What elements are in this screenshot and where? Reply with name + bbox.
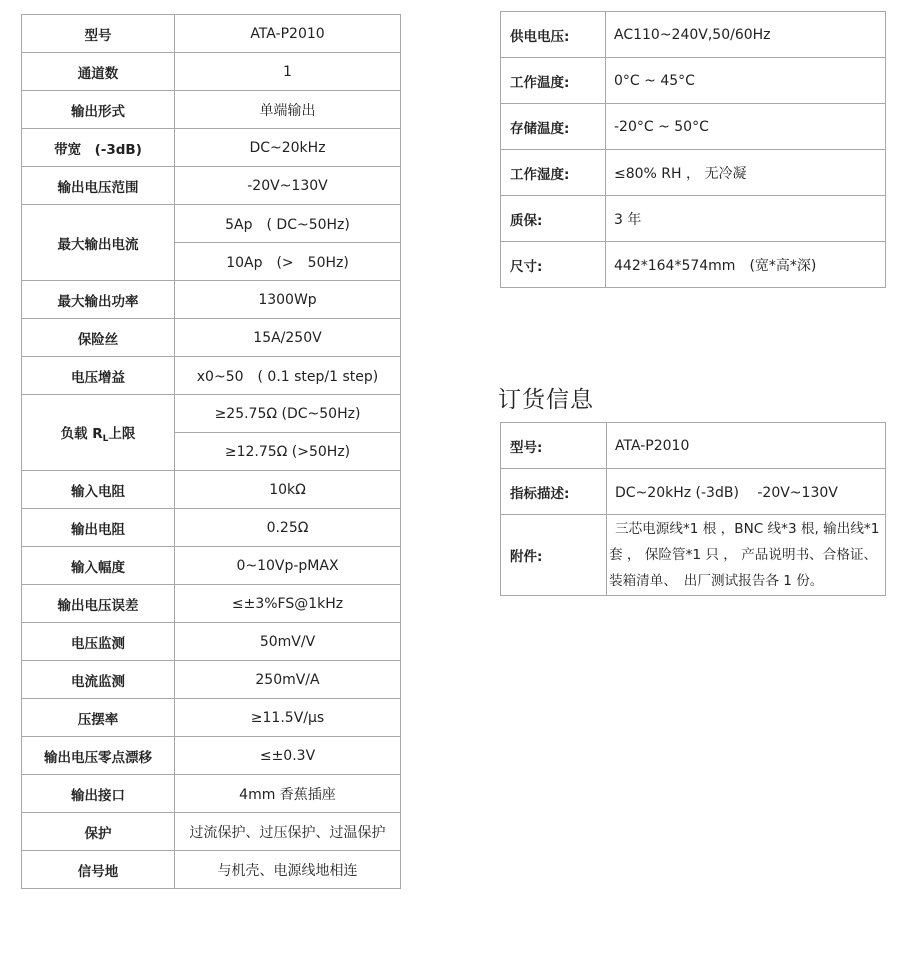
spec-value: 4mm 香蕉插座 — [175, 775, 401, 813]
env-value: 442*164*574mm (宽*高*深) — [606, 242, 886, 288]
spec-value: 0~10Vp-pMAX — [175, 547, 401, 585]
spec-label: 通道数 — [22, 53, 175, 91]
spec-value: 15A/250V — [175, 319, 401, 357]
env-row-humidity — [501, 150, 886, 196]
spec-row-output-form — [22, 91, 401, 129]
env-row-warranty — [501, 196, 886, 242]
spec-row-bandwidth — [22, 129, 401, 167]
env-value: 3 年 — [606, 196, 886, 242]
spec-value: -20V~130V — [175, 167, 401, 205]
spec-label: 输出形式 — [22, 91, 175, 129]
spec-row-protection — [22, 813, 401, 851]
spec-label: 信号地 — [22, 851, 175, 889]
environment-table — [500, 11, 886, 288]
spec-value: ≤±3%FS@1kHz — [175, 585, 401, 623]
spec-value: 50mV/V — [175, 623, 401, 661]
order-row-model — [501, 423, 886, 469]
spec-label: 最大输出功率 — [22, 281, 175, 319]
spec-value: DC~20kHz — [175, 129, 401, 167]
spec-value: x0~50 ( 0.1 step/1 step) — [175, 357, 401, 395]
spec-row-load-limit — [22, 395, 401, 433]
spec-label: 带宽 (-3dB) — [22, 129, 175, 167]
spec-value: 过流保护、过压保护、过温保护 — [175, 813, 401, 851]
env-value: AC110~240V,50/60Hz — [606, 12, 886, 58]
order-label: 附件: — [501, 515, 607, 596]
spec-row-channels — [22, 53, 401, 91]
spec-label — [22, 395, 175, 471]
env-row-dimensions — [501, 242, 886, 288]
spec-row-zero-drift — [22, 737, 401, 775]
spec-row-current-monitor — [22, 661, 401, 699]
spec-label: 保护 — [22, 813, 175, 851]
spec-row-max-power — [22, 281, 401, 319]
spec-label-subscript: L — [102, 433, 109, 444]
spec-row-model — [22, 15, 401, 53]
env-label: 质保: — [501, 196, 606, 242]
env-label: 工作温度: — [501, 58, 606, 104]
spec-value: ≥12.75Ω (>50Hz) — [175, 433, 401, 471]
spec-row-voltage-gain — [22, 357, 401, 395]
env-label: 工作湿度: — [501, 150, 606, 196]
order-value: 三芯电源线*1 根 ，BNC 线*3 根, 输出线*1 套 ， 保险管*1 只 ， 产品说明书、合格证、装箱清单、 出厂测试报告各 1 份。 — [607, 515, 886, 596]
env-value: -20°C ~ 50°C — [606, 104, 886, 150]
spec-label-suffix: 上限 — [108, 425, 136, 442]
spec-value: 250mV/A — [175, 661, 401, 699]
spec-value: ≥11.5V/μs — [175, 699, 401, 737]
spec-row-output-resistance — [22, 509, 401, 547]
order-label: 指标描述: — [501, 469, 607, 515]
spec-label: 压摆率 — [22, 699, 175, 737]
spec-label: 电压监测 — [22, 623, 175, 661]
spec-row-voltage-error — [22, 585, 401, 623]
spec-label: 型号 — [22, 15, 175, 53]
spec-row-output-port — [22, 775, 401, 813]
env-row-supply-voltage — [501, 12, 886, 58]
spec-row-slew-rate — [22, 699, 401, 737]
order-value: DC~20kHz (-3dB) -20V~130V — [607, 469, 886, 515]
order-label: 型号: — [501, 423, 607, 469]
spec-label: 最大输出电流 — [22, 205, 175, 281]
env-value: ≤80% RH ， 无冷凝 — [606, 150, 886, 196]
spec-value: ATA-P2010 — [175, 15, 401, 53]
order-info-table — [500, 422, 886, 596]
spec-value: 1300Wp — [175, 281, 401, 319]
env-label: 存储温度: — [501, 104, 606, 150]
spec-label: 输出接口 — [22, 775, 175, 813]
spec-label: 输出电压范围 — [22, 167, 175, 205]
spec-table — [21, 14, 401, 889]
spec-value: 单端输出 — [175, 91, 401, 129]
spec-label: 保险丝 — [22, 319, 175, 357]
spec-row-max-current — [22, 205, 401, 243]
spec-value: 10Ap (> 50Hz) — [175, 243, 401, 281]
spec-label-prefix: 负载 R — [60, 425, 103, 442]
order-row-accessories — [501, 515, 886, 596]
spec-label: 输入电阻 — [22, 471, 175, 509]
spec-row-voltage-range — [22, 167, 401, 205]
order-info-heading: 订货信息 — [498, 387, 594, 413]
spec-value: 0.25Ω — [175, 509, 401, 547]
spec-label: 输出电压零点漂移 — [22, 737, 175, 775]
spec-label: 输出电阻 — [22, 509, 175, 547]
env-row-operating-temp — [501, 58, 886, 104]
spec-value: 10kΩ — [175, 471, 401, 509]
spec-row-fuse — [22, 319, 401, 357]
spec-value: 1 — [175, 53, 401, 91]
spec-label: 输出电压误差 — [22, 585, 175, 623]
env-label: 尺寸: — [501, 242, 606, 288]
spec-row-voltage-monitor — [22, 623, 401, 661]
order-row-description — [501, 469, 886, 515]
spec-row-input-amplitude — [22, 547, 401, 585]
spec-label: 输入幅度 — [22, 547, 175, 585]
spec-value: ≤±0.3V — [175, 737, 401, 775]
spec-row-signal-ground — [22, 851, 401, 889]
spec-label: 电压增益 — [22, 357, 175, 395]
spec-label: 电流监测 — [22, 661, 175, 699]
spec-value: 与机壳、电源线地相连 — [175, 851, 401, 889]
order-value: ATA-P2010 — [607, 423, 886, 469]
spec-value: ≥25.75Ω (DC~50Hz) — [175, 395, 401, 433]
env-value: 0°C ~ 45°C — [606, 58, 886, 104]
env-row-storage-temp — [501, 104, 886, 150]
env-label: 供电电压: — [501, 12, 606, 58]
spec-row-input-resistance — [22, 471, 401, 509]
spec-value: 5Ap ( DC~50Hz) — [175, 205, 401, 243]
